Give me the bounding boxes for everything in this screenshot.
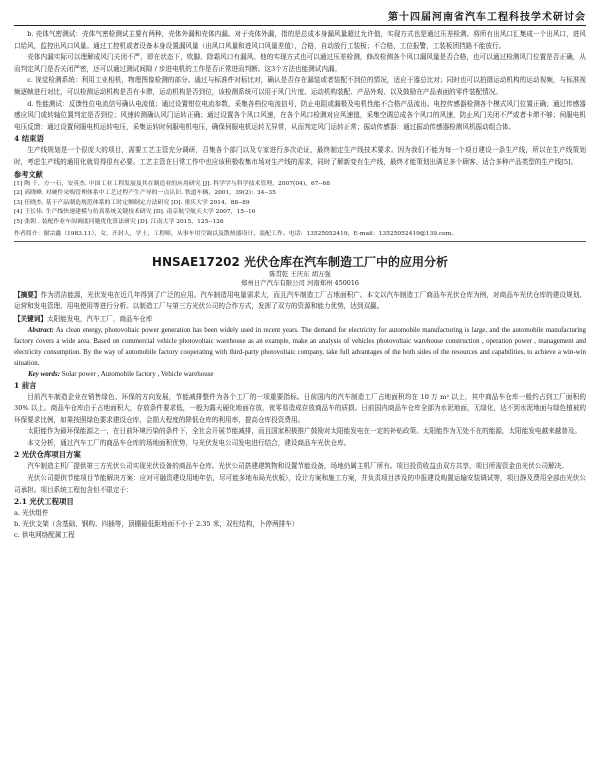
paragraph-performance-test: d. 性能测试：反馈性位电流信号确认电流值；通过设置钳位电流参数，采集各档位电流信号，防止电阻或漏极及电机性能不合格产品流出。电控传感器检测各个模式风门位置正确；通过传感器感应风门或转轴位置判定是否到位；风速转测确认风门运转正确；通过设置各个风口风速，在各个风口检测对应风速值，采集空调总成各个风口的风速，防止风门关闭不严或者卡滞不够；伺服电机电压反馈：通过设置伺服电机运转电压，采集运转时伺服电机电压，确保伺服电机运转无异常，从而判定风门运转正常；振动传感器：通过振动传感器检测风机振动组合体。	[14, 99, 586, 131]
references-heading: 参考文献	[14, 169, 43, 179]
journal-header: 第十四届河南省汽车工程科技学术研讨会	[14, 8, 586, 26]
list-item: c. 供电网络配属工程	[14, 531, 75, 540]
paragraph-conclusion: 生产线规划是一个很庞大的项目，需要工艺主管充分调研，召集各个部门以及专家进行多次论证，最终制定生产线技术要求。因为我们不能为每一个项目建设一条生产线，所以在生产线策划时，考虑生产线的通用化就显得很有必要。工艺主管在日常工作中也应该积极收集市场对生产线的需求，同时了解新变有生产线，最终才能策划出满足多个顾客、适合多种产品类型的生产线[5]。	[14, 146, 586, 166]
paragraph-shell-leak-test: b. 壳体气密测试：壳体气密检测试主要有两种，壳体外漏和壳体内漏。对于壳体外漏，指的是总成本身漏风量超过允许值，实现方式也是通过压差检测。将所有出风口汇集成一个出风口，进风口给风，监控出风口风量。通过工控机或者设备本身设置漏风量（出风口风量和进风口风量差值），合格，自动放行工装板；不合格，工位报警，工装板团挡路不能放行。	[14, 30, 586, 50]
paragraph-intro-2: 太阳能作为最环保能源之一，在日前环境污染的条件下，全社会开展节能减排，而且国家积极推广鼓励对太阳能发电在一定的补贴政策。太阳能作为无处不在的能源，太阳能发电越来越普及。	[27, 427, 582, 436]
keywords-en-label: Key words:	[28, 369, 61, 378]
reference-list	[14, 180, 586, 228]
abstract-en	[14, 325, 586, 369]
abstract-label: 【摘要】	[14, 290, 41, 299]
paragraph-intro-1: 目前汽车制造企业在销售绿色、环保的方向发展，节能减排整件为各个工厂的一项重要指标。日前国内的汽车制造工厂占地面积均在 10 万 m² 以上，其中商品车仓库一般约占到工厂面积的 30% 以上。商品车仓库由于占地面积大，存放条件要求低，一般为露天硬化地面存放，夜零易造成存放商品车的质损。日前国内商品车仓库全部为水泥地面，无绿化，达不到水泥地面与绿色植被的环保要求比例，如果按照绿色要求建设仓库，会损大程度的降低仓库的利用率，提高仓库投资费用。	[14, 392, 586, 424]
paragraph-plan-2: 光伏公司提供节能项目节能解决方案：应对可融资建设用地年估，尽可能多地布局光伏板），设计方案和施工方案，并负责项目涉及的申报建设购置运输安装调试等，项目静及费用全部由光伏公司承担。项目系统工程包含但不限定于：	[14, 474, 586, 494]
abstract-cn-text: 作为清洁能源，光伏发电在近几年得到了广泛的应用。汽车制造用电量需求大，而且汽车制造工厂占地面积广。本文以汽车制造工厂商品车光伏仓库为例，对商品车光伏仓库的建设规划、运营和发电管理、用电使用等进行分析。以制造工厂与第三方光伏公司的合作方式，发挥了双方的资源和能力优势，达到双赢。	[14, 290, 586, 310]
author-note: 作者简介：谢宗鑫（1983.11），女，开封人，学士，工程师，从事车用空调以及散热器设计、装配工作。电话：13525052419，E-mail：13525052419@139.com。	[14, 229, 586, 242]
reference-item: [4] 王长伟. 生产线快速建模与仿真系统关键技术研究 [D]. 南京航空航天大学 2007，15--16	[14, 209, 256, 216]
section-heading-conclusion: 4 结束语	[14, 134, 44, 144]
reference-item: [5] 张朝 . 装配作业车间调度问题优化算法研究 [D]. 江南大学 2015，125--126	[14, 218, 224, 225]
abstract-en-label: Abstract:	[27, 326, 54, 334]
article-affiliation: 郑州日产汽车有限公司 河南郑州 450016	[241, 278, 359, 287]
keywords-cn-text: 太阳能发电，汽车工厂，商品车仓库	[46, 314, 153, 323]
paragraph-internal-leak: 壳体内漏实际可以理解成风门关闭不严，即在状态下，吹脚、除霜风口有漏风。他的实现方式也可以通过压差检测，修改检测各个风口漏风量是否合格，也可以通过检测风门位置是否正确，从而判定风门是否关闭严密，还可以通过测试间隙 / 步进电机的工作是否正常进而判断。这3个方法也能测试内漏。	[14, 53, 586, 73]
reference-item: [2] 高晓峰. 对硬件采购管理体系中工艺过程产生产导的一点认识. 铁道车辆，2001，39(2)：34--35	[14, 190, 276, 197]
paragraph-vision-system: c. 视觉检测系统：利用工业相机，物理图像检测的部分。通过与标准件对标比对，确认是否存在漏装或者装配不到位的情况，适应于器总比对；同时也可以拍摄运动机构的运动视频，与标准视频逐帧进行对比，可以检测运动机构是否有卡滞，运动机构是否到位，该检测系统可以用于风门片度、运动机构装配、产品外观、以及鼓励在产品表面的零件装配情况。	[14, 76, 586, 96]
article-authors: 陈贯乾 王庆东 胡万强	[269, 269, 331, 278]
section-heading-intro: 1 前言	[14, 380, 37, 390]
abstract-cn	[14, 290, 586, 312]
paragraph-plan-1: 汽车制造主机厂提供第三方光伏公司实现光伏设备的商品车仓库。光伏公司搭建建筑物和设置节能设备，场地仍属主机厂所有。项目投资收益由双方共享，项目所需资金由光伏公司解决。	[27, 462, 568, 471]
keywords-en	[14, 369, 586, 380]
reference-item: [3] 任晓杰. 基于产品制造规范体系的工时定额制定方法研究 [D]. 重庆大学 2014，88--89	[14, 199, 250, 206]
article-title: HNSAE17202 光伏仓库在汽车制造工厂中的应用分析	[151, 254, 449, 269]
reference-item: [1] 陶 干，方一石，安英杰. 中国工业工程发展及其在制造业的应用研究 [J]. 科学学与科学技术管理，2007(04)，67--68	[14, 180, 330, 187]
keywords-en-text: Solar power , Automobile factory , Vehicle warehouse	[61, 369, 214, 378]
subsection-heading-pv-project: 2.1 光伏工程项目	[14, 497, 74, 507]
list-item: a. 光伏组件	[14, 509, 49, 518]
keywords-cn	[14, 314, 586, 325]
list-item: b. 光伏支架（含基础、钢构、四插等，顶棚最低距地面不小于 2.35 米，双柱结构，卜停两排车）	[14, 520, 299, 529]
section-heading-plan: 2 光伏仓库项目方案	[14, 450, 81, 460]
keywords-label: 【关键词】	[14, 314, 47, 323]
paragraph-intro-3: 本文分析，通过汽车工厂的商品车仓库的场地面积优势，与光伏发电公司发电进行结合，建设商品车光伏仓库。	[27, 438, 351, 447]
abstract-en-text: As clean energy, photovoltaic power generation has been widely used in recent years. The demand for electricity for automobile manufacturing is large, and the automobile manufacturing factory covers a wide area. Based on commercial vehicle photovoltaic warehouse as an example, make an analysis of vehicles photovoltaic warehouse construction , operation power , management and electricity consumption. By the way of automobile factory cooperating with third-party photovoltaic company, take full advantages of the both sides of the resources and capabilities, to achieve a win-win situation.	[14, 326, 587, 367]
